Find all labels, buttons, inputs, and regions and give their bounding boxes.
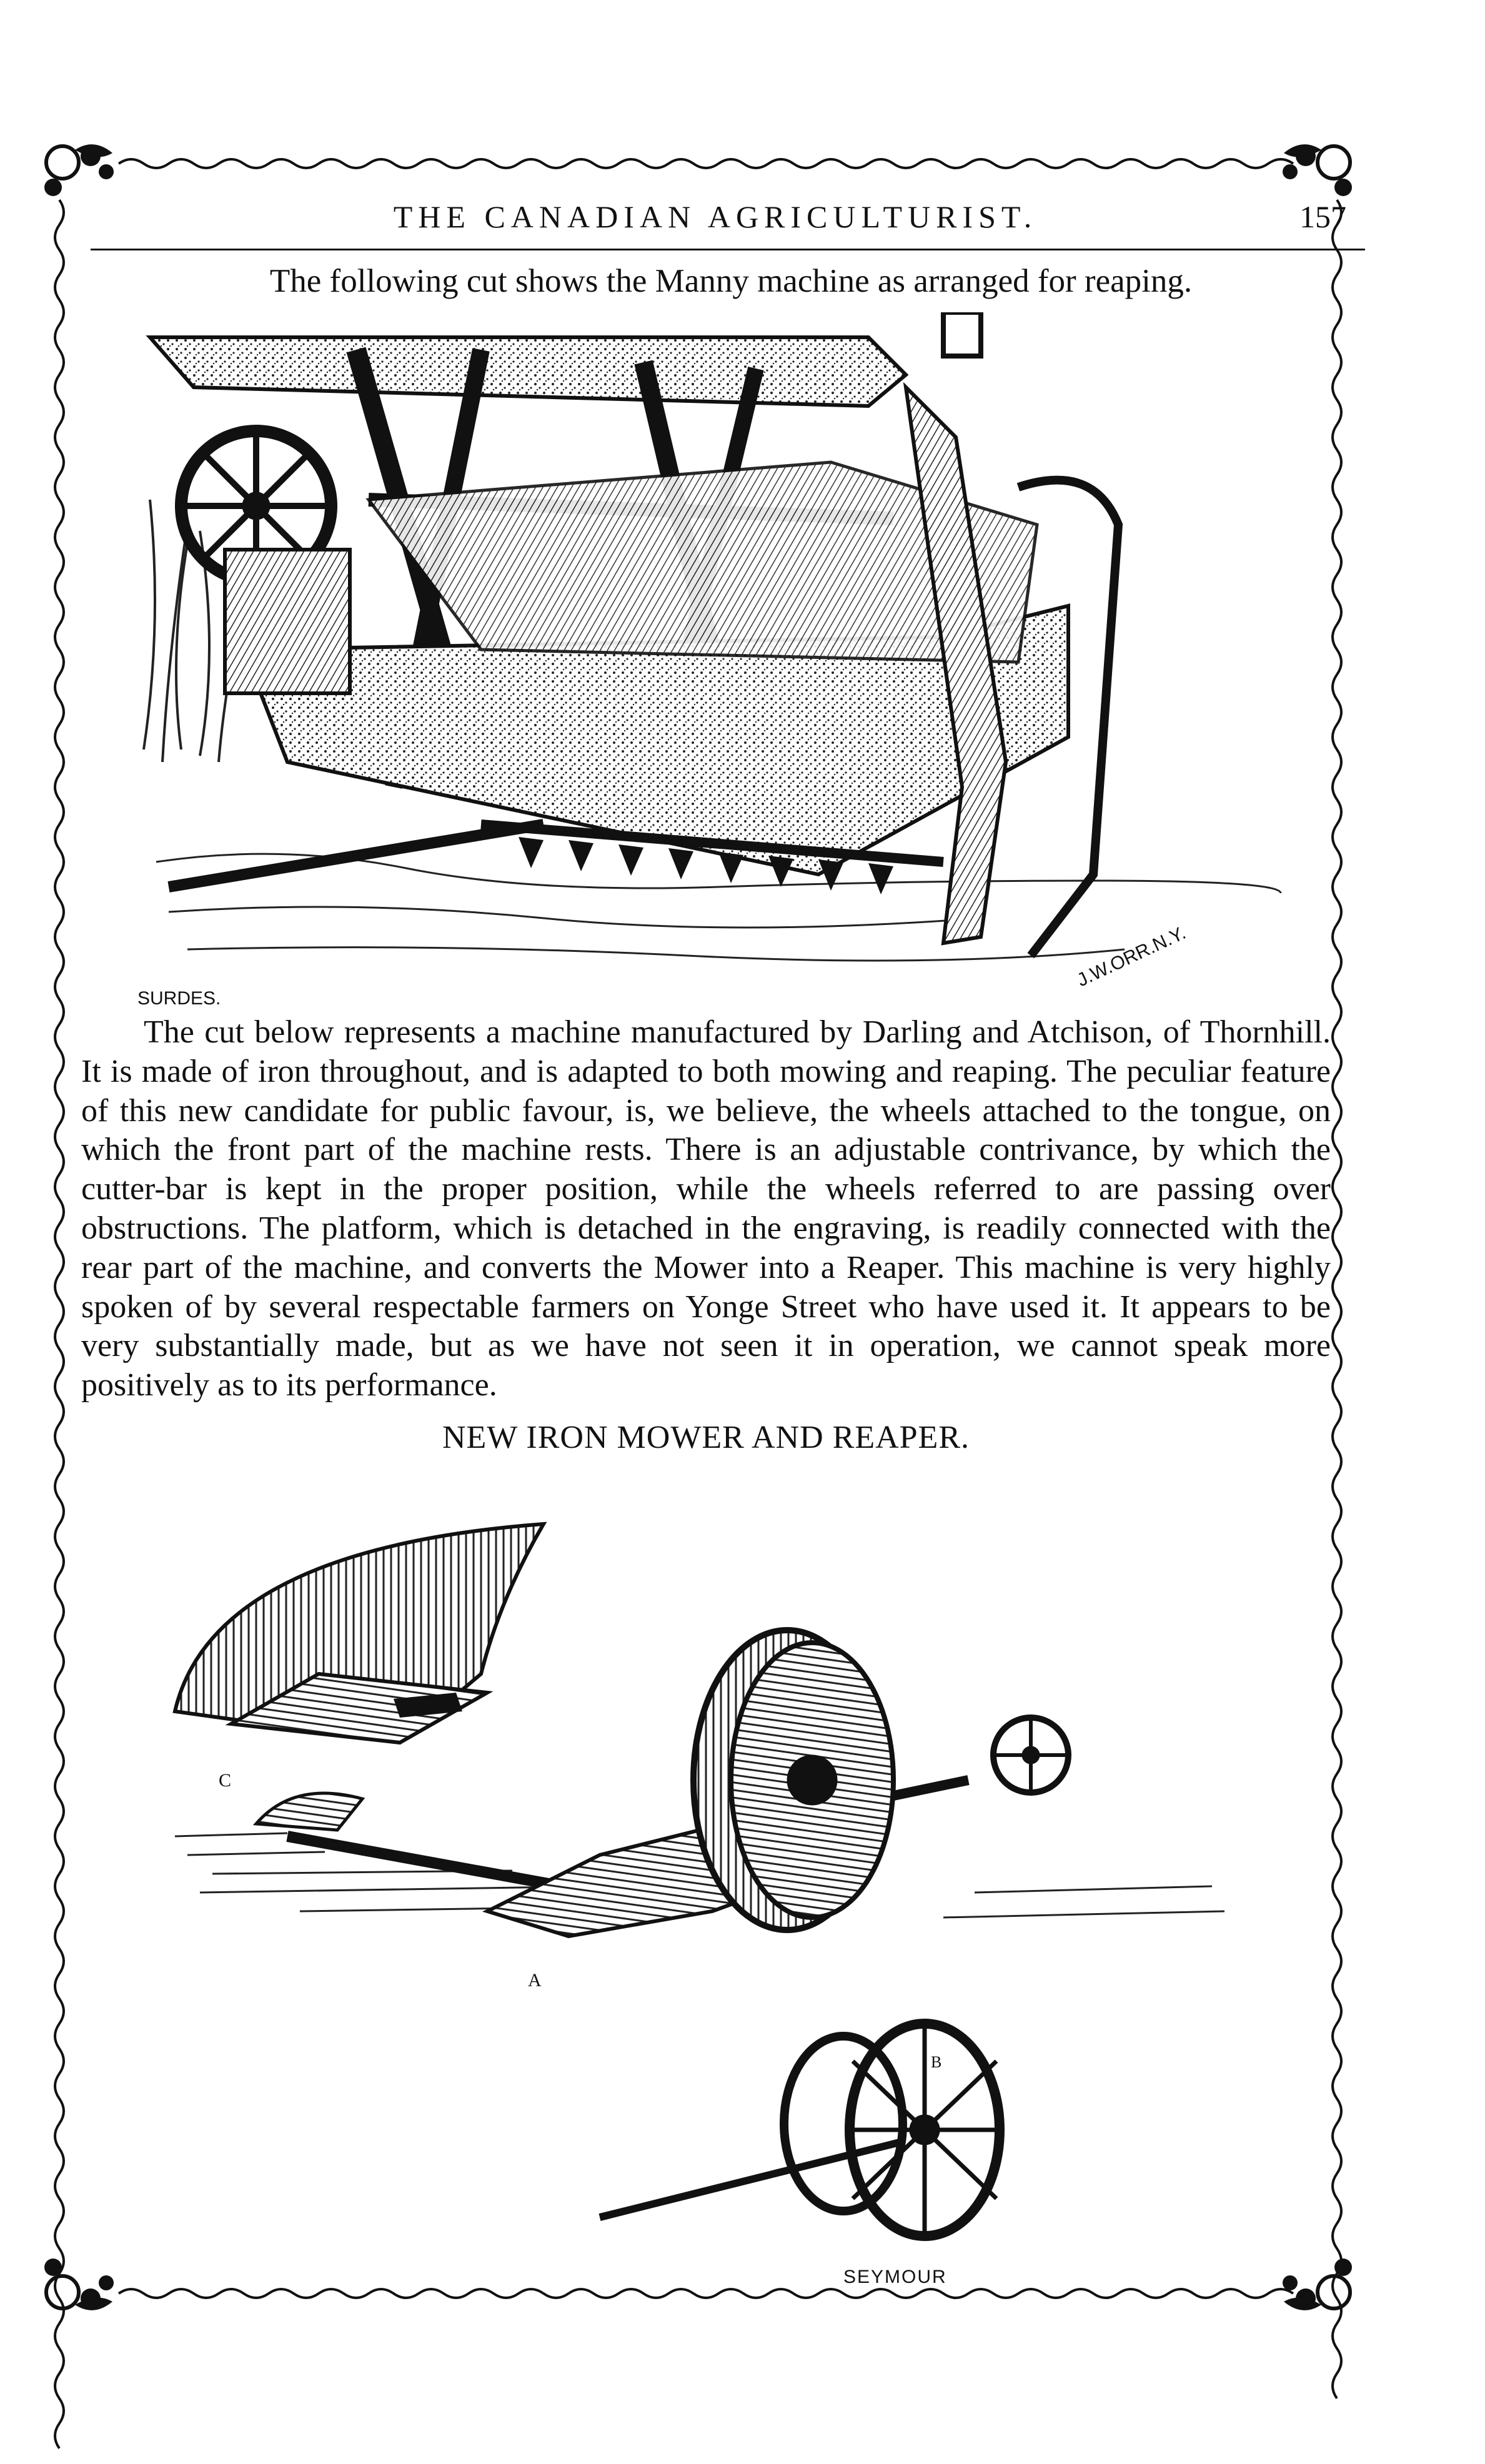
engraver-signature-left: SURDES. bbox=[137, 988, 221, 1009]
engraver-signature-seymour: SEYMOUR bbox=[843, 2267, 947, 2287]
tongue-wheel-icon bbox=[993, 1718, 1068, 1793]
article-paragraph: The cut below represents a machine manufactured by Darling and Atchison, of Thornhill. It is made of iron throughout, and is adapted to both mowing and reaping. The peculiar feature of this new candidate for public favour, is, we believe, the wheels attached to the tongue, on which the front part of the machine rests. There is an adjustable contrivance, by which the cutter-bar is kept in the proper position, while the wheels referred to are passing over obstructions. The platform, which is detached in the engraving, is readily connected with the rear part of the machine, and converts the Mower into a Reaper. This machine is very highly spoken of by several respectable farmers on Yonge Street who have used it. It appears to be very substantially made, but as we have not seen it in operation, we cannot speak more positively as to its performance. bbox=[81, 1014, 1331, 1403]
header-rule bbox=[91, 249, 1365, 250]
figure2-title: NEW IRON MOWER AND REAPER. bbox=[442, 1420, 970, 1455]
corner-ornament-bottom-right-icon bbox=[1283, 2259, 1352, 2310]
article-body bbox=[81, 1013, 1331, 1405]
figure1-caption: The following cut shows the Manny machine as arranged for reaping. bbox=[269, 263, 1193, 299]
journal-title: THE CANADIAN AGRICULTURIST. bbox=[393, 199, 1038, 234]
label-c: C bbox=[219, 1770, 232, 1791]
manny-reaper-engraving bbox=[131, 312, 1318, 1012]
label-a: A bbox=[528, 1970, 542, 1991]
tongue-wheel-pair-icon bbox=[784, 2024, 1000, 2236]
corner-ornament-top-left-icon bbox=[44, 144, 114, 196]
mower-wheel-icon bbox=[693, 1630, 893, 1930]
page-number: 157 bbox=[1299, 199, 1346, 234]
corner-ornament-top-right-icon bbox=[1283, 144, 1352, 196]
engraver-signature-right: J.W.ORR.N.Y. bbox=[1074, 923, 1189, 991]
running-head bbox=[91, 199, 1346, 249]
label-b: B bbox=[931, 2053, 942, 2071]
tongue-wheels-engraving bbox=[575, 1999, 1037, 2292]
